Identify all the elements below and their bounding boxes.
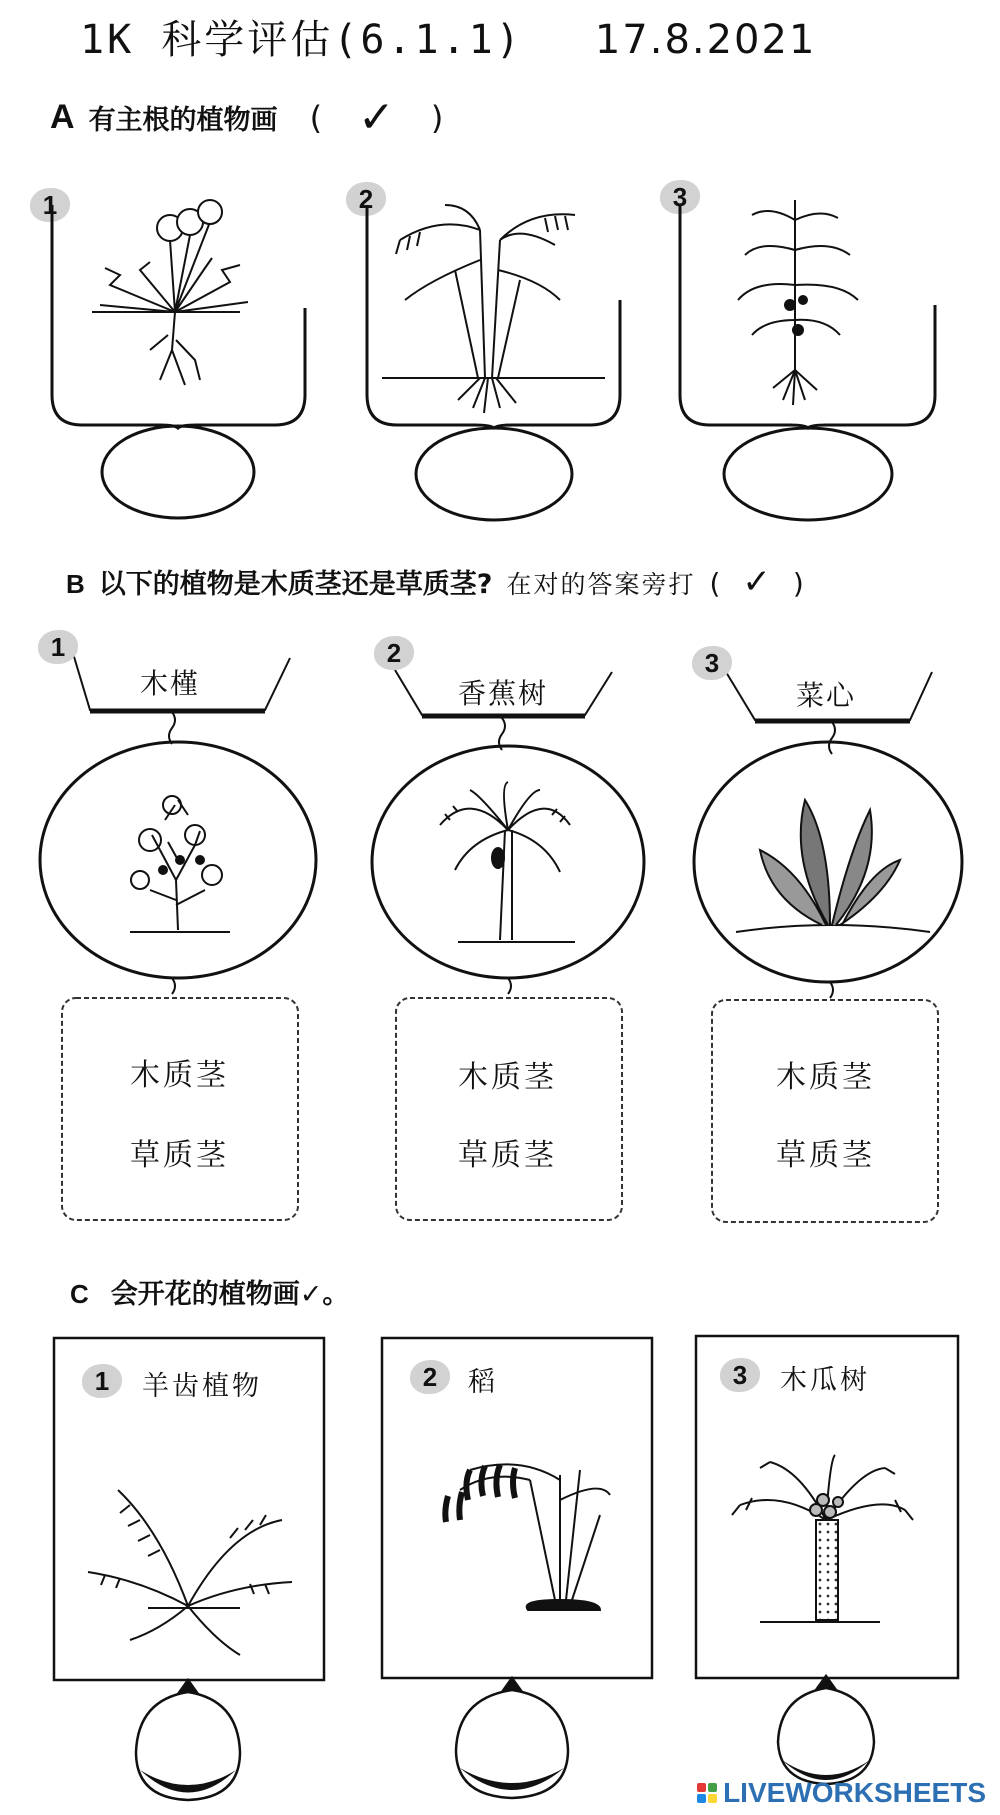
section-c-number-3: 3 <box>720 1358 760 1392</box>
section-b-option-herbaceous-3[interactable]: 草质茎 <box>776 1138 875 1173</box>
section-c-number-1: 1 <box>82 1364 122 1398</box>
logo-square-green <box>708 1783 717 1792</box>
liveworksheets-watermark <box>697 1777 986 1809</box>
section-c-instruction <box>111 1272 350 1311</box>
section-a-paren-close: ) <box>430 98 444 137</box>
section-c-plant-name-1: 羊齿植物 <box>142 1371 262 1402</box>
section-b-plant-name-1: 木槿 <box>140 667 201 700</box>
section-b-option-woody-2[interactable]: 木质茎 <box>458 1060 557 1095</box>
logo-square-yellow <box>708 1794 717 1803</box>
section-c-heading <box>70 1272 349 1311</box>
section-c-answer-target-1[interactable] <box>136 1692 240 1800</box>
section-b-answer-box-3 <box>712 1000 938 1222</box>
section-c-answer-target-3[interactable] <box>778 1688 874 1784</box>
section-a-number-2: 2 <box>346 182 386 216</box>
section-b-picture-frame-3 <box>694 742 962 982</box>
section-b-number-3: 3 <box>692 646 732 680</box>
section-b-paren-open: ( <box>709 567 721 600</box>
section-b-paren-close: ) <box>792 567 804 600</box>
banana-tree-drawing <box>440 782 575 942</box>
section-c-plant-name-2: 稻 <box>468 1367 498 1398</box>
section-b-option-woody-1[interactable]: 木质茎 <box>130 1058 229 1093</box>
hibiscus-drawing <box>130 796 230 932</box>
logo-square-blue <box>697 1794 706 1803</box>
section-b-heading <box>66 562 804 602</box>
section-a-answer-target-1[interactable] <box>102 426 254 518</box>
section-c-plant-name-3: 木瓜树 <box>780 1365 870 1396</box>
section-b-answer-box-1 <box>62 998 298 1220</box>
rice-plant-drawing <box>382 205 605 413</box>
section-b-instruction-2: 在对的答案旁打 <box>506 570 696 599</box>
seedling-drawing <box>738 200 858 405</box>
section-c-check-icon: ✓ <box>299 1279 323 1310</box>
section-a-number-3: 3 <box>660 180 700 214</box>
liveworksheets-logo-icon <box>697 1783 717 1803</box>
section-c-letter: C <box>70 1279 89 1309</box>
section-b-option-herbaceous-2[interactable]: 草质茎 <box>458 1138 557 1173</box>
section-c-period: 。 <box>322 1279 350 1310</box>
section-b-option-woody-3[interactable]: 木质茎 <box>776 1060 875 1095</box>
section-b-option-herbaceous-1[interactable]: 草质茎 <box>130 1138 229 1173</box>
section-a-panel-2 <box>367 205 620 428</box>
logo-square-red <box>697 1783 706 1792</box>
section-a-panel-3 <box>680 205 935 428</box>
section-b-number-2: 2 <box>374 636 414 670</box>
section-a-paren-open: ( <box>309 98 323 137</box>
section-b-plant-name-3: 菜心 <box>796 679 857 712</box>
section-c-instruction-text: 会开花的植物画 <box>110 1279 300 1310</box>
section-b-number-1: 1 <box>38 630 78 664</box>
section-a-letter: A <box>50 98 75 136</box>
section-b-picture-frame-2 <box>372 746 644 978</box>
title-text: 1K 科学评估(6.1.1) <box>80 17 523 63</box>
section-a-number-1: 1 <box>30 188 70 222</box>
section-b-letter: B <box>66 569 85 599</box>
section-c-answer-target-2[interactable] <box>456 1690 568 1798</box>
section-b-plant-name-2: 香蕉树 <box>458 677 549 710</box>
date-text: 17.8.2021 <box>594 17 817 63</box>
section-c-number-2: 2 <box>410 1360 450 1394</box>
section-b-answer-box-2 <box>396 998 622 1220</box>
dandelion-drawing <box>92 200 248 385</box>
section-b-instruction: 以下的植物是木质茎还是草质茎? <box>98 569 493 600</box>
section-a-check-icon: ✓ <box>358 92 395 143</box>
section-a-answer-target-3[interactable] <box>724 428 892 520</box>
watermark-text: LIVEWORKSHEETS <box>723 1777 986 1808</box>
section-a-answer-target-2[interactable] <box>416 428 572 520</box>
section-a-instruction: 有主根的植物画 <box>88 105 278 136</box>
choy-sum-drawing <box>736 800 930 932</box>
section-b-check-icon: ✓ <box>742 562 771 602</box>
